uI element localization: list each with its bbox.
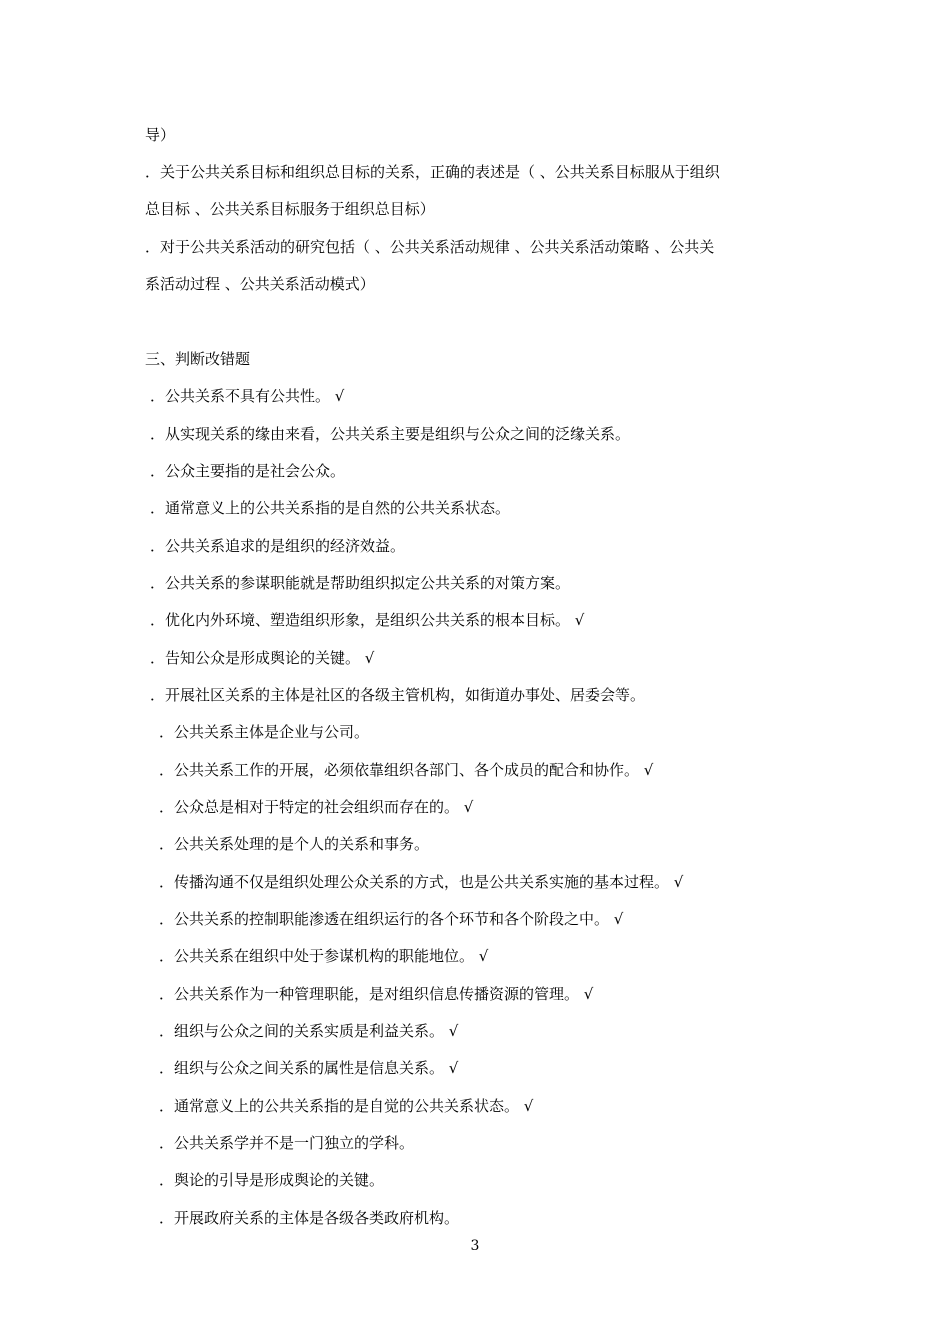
judgment-item: ．公共关系学并不是一门独立的学科。 xyxy=(159,1134,415,1152)
question-line: ．关于公共关系目标和组织总目标的关系，正确的表述是（ 、公共关系目标服从于组织 xyxy=(145,163,720,181)
judgment-item: ．公共关系不具有公共性。 √ xyxy=(150,387,345,405)
judgment-item: ．公共关系作为一种管理职能，是对组织信息传播资源的管理。 √ xyxy=(159,985,594,1003)
question-line: 总目标 、公共关系目标服务于组织总目标） xyxy=(145,200,435,218)
judgment-item: ．公共关系的参谋职能就是帮助组织拟定公共关系的对策方案。 xyxy=(150,574,571,592)
judgment-item: ．公共关系在组织中处于参谋机构的职能地位。 √ xyxy=(159,947,489,965)
judgment-item: ．通常意义上的公共关系指的是自然的公共关系状态。 xyxy=(150,499,511,517)
judgment-item: ．公共关系追求的是组织的经济效益。 xyxy=(150,537,406,555)
judgment-item: ．开展政府关系的主体是各级各类政府机构。 xyxy=(159,1209,460,1227)
judgment-item: ．公共关系处理的是个人的关系和事务。 xyxy=(159,835,430,853)
judgment-item: ．公共关系主体是企业与公司。 xyxy=(159,723,370,741)
question-line: 系活动过程 、公共关系活动模式） xyxy=(145,275,375,293)
continuation-line: 导） xyxy=(145,126,176,144)
judgment-item: ．公众总是相对于特定的社会组织而存在的。 √ xyxy=(159,798,474,816)
page-number: 3 xyxy=(470,1238,480,1254)
judgment-item: ．从实现关系的缘由来看，公共关系主要是组织与公众之间的泛缘关系。 xyxy=(150,425,631,443)
judgment-item: ．公众主要指的是社会公众。 xyxy=(150,462,346,480)
judgment-item: ．开展社区关系的主体是社区的各级主管机构，如街道办事处、居委会等。 xyxy=(150,686,646,704)
judgment-item: ．通常意义上的公共关系指的是自觉的公共关系状态。 √ xyxy=(159,1097,534,1115)
judgment-item: ．传播沟通不仅是组织处理公众关系的方式，也是公共关系实施的基本过程。 √ xyxy=(159,873,684,891)
judgment-item: ．公共关系的控制职能渗透在组织运行的各个环节和各个阶段之中。 √ xyxy=(159,910,624,928)
section-title: 三、判断改错题 xyxy=(145,350,251,368)
judgment-item: ．舆论的引导是形成舆论的关键。 xyxy=(159,1171,385,1189)
judgment-item: ．组织与公众之间关系的属性是信息关系。 √ xyxy=(159,1059,459,1077)
judgment-item: ．优化内外环境、塑造组织形象，是组织公共关系的根本目标。 √ xyxy=(150,611,585,629)
judgment-item: ．组织与公众之间的关系实质是利益关系。 √ xyxy=(159,1022,459,1040)
judgment-item: ．告知公众是形成舆论的关键。 √ xyxy=(150,649,375,667)
question-line: ．对于公共关系活动的研究包括（ 、公共关系活动规律 、公共关系活动策略 、公共关 xyxy=(145,238,715,256)
judgment-item: ．公共关系工作的开展，必须依靠组织各部门、各个成员的配合和协作。 √ xyxy=(159,761,654,779)
